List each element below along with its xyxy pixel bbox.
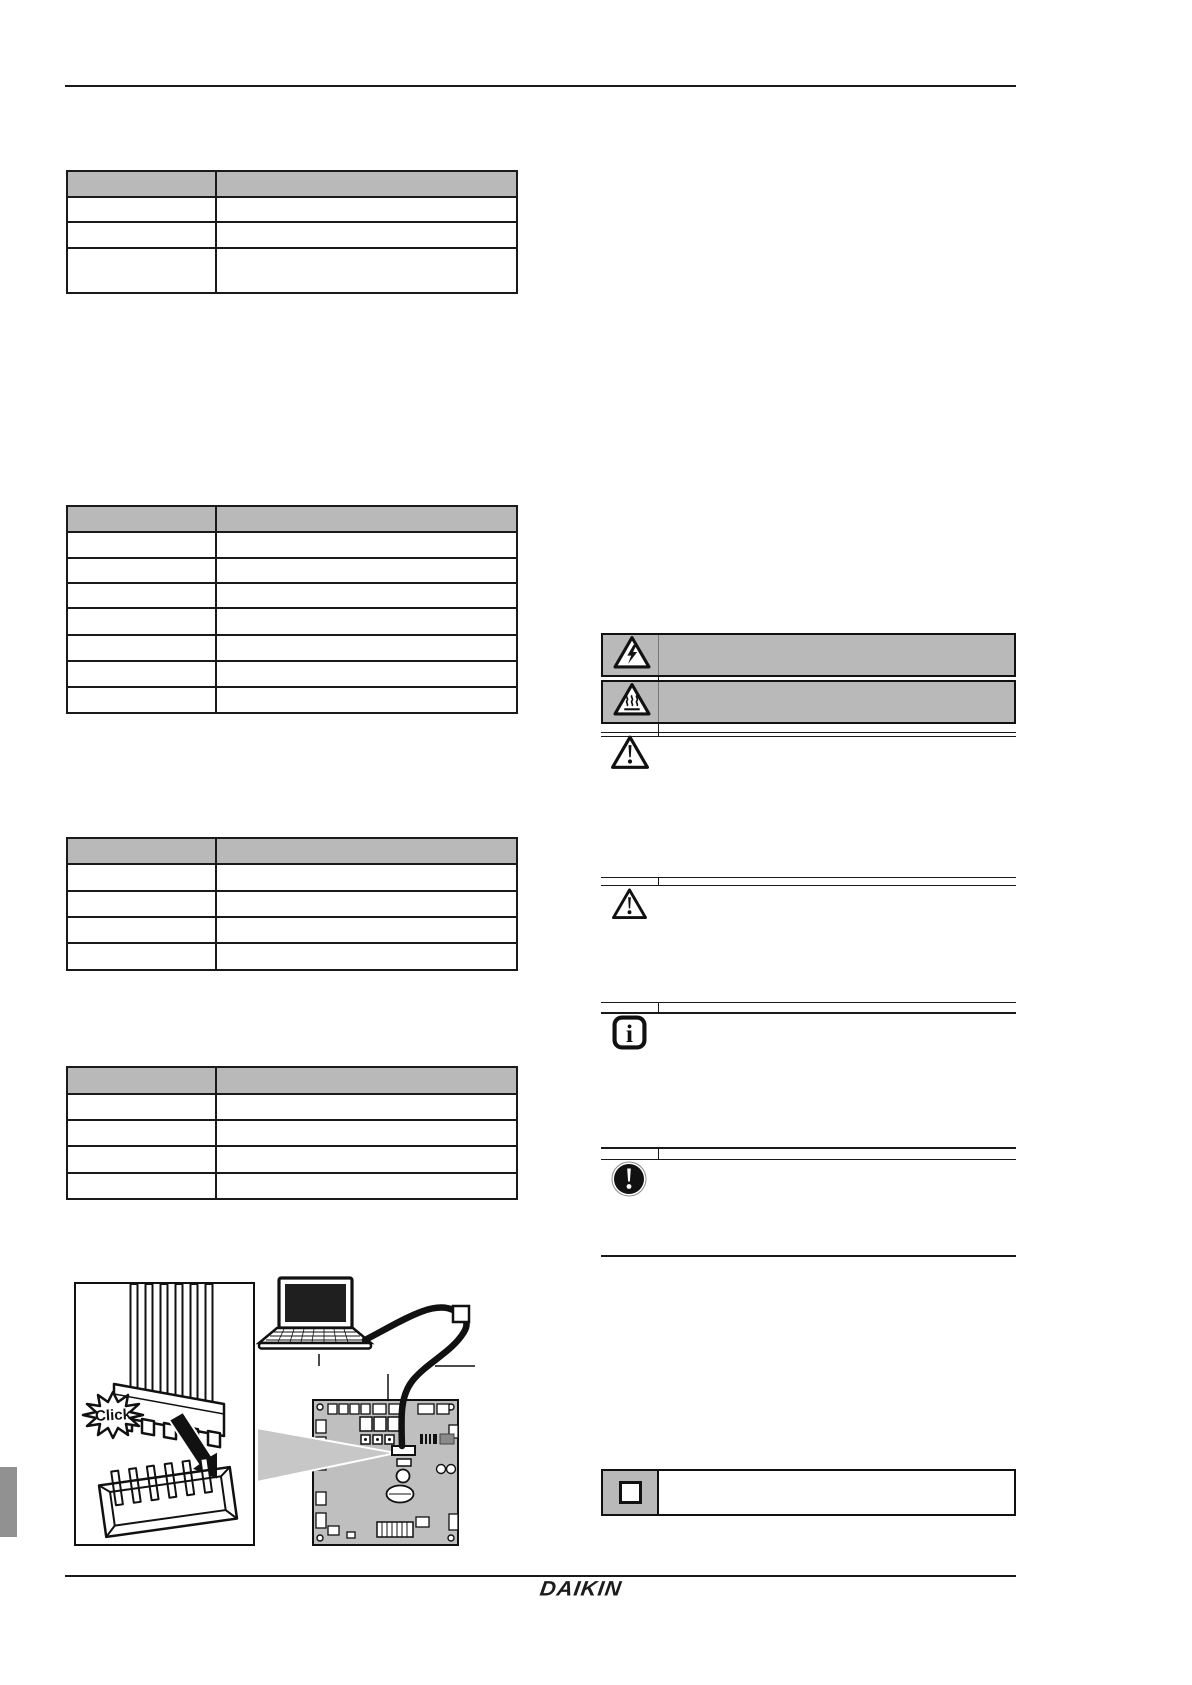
information-icon xyxy=(612,1015,647,1055)
table-cell xyxy=(67,635,216,661)
table-cell xyxy=(67,222,216,248)
spec-table-4 xyxy=(66,1066,518,1200)
rule-tick xyxy=(658,1002,660,1014)
electric-hazard-icon xyxy=(613,636,651,675)
table-cell xyxy=(67,248,216,293)
box-rule xyxy=(601,885,1016,887)
table-cell xyxy=(216,1146,517,1173)
warning-triangle-icon xyxy=(611,735,649,775)
table-cell xyxy=(216,583,517,608)
table-cell xyxy=(67,558,216,583)
table-cell xyxy=(67,917,216,943)
table-row xyxy=(67,864,517,891)
danger-electrocution-banner xyxy=(601,633,1016,677)
spec-table-1 xyxy=(66,170,518,294)
table-cell xyxy=(216,1120,517,1146)
box-rule xyxy=(601,1159,1016,1161)
legend-checkbox-row xyxy=(601,1469,1016,1516)
spec-table-2 xyxy=(66,505,518,714)
table-cell xyxy=(67,943,216,970)
box-rule xyxy=(601,1012,1016,1014)
table-cell xyxy=(216,248,517,293)
hot-surface-icon xyxy=(613,683,651,722)
table-header-cell xyxy=(67,171,216,197)
connector-click-figure xyxy=(74,1282,255,1546)
daikin-logo: DAIKIN xyxy=(538,1576,624,1601)
table-cell xyxy=(67,583,216,608)
pc-connection-figure xyxy=(250,1270,475,1560)
table-cell xyxy=(216,1173,517,1199)
table-row xyxy=(67,222,517,248)
table-header-cell xyxy=(67,506,216,532)
table-cell xyxy=(216,558,517,583)
table-cell xyxy=(67,864,216,891)
danger-burning-banner xyxy=(601,680,1016,724)
table-cell xyxy=(67,1120,216,1146)
banner-divider xyxy=(658,635,659,675)
box-rule xyxy=(601,877,1016,879)
pcb-board xyxy=(313,1400,458,1545)
table-row xyxy=(67,1094,517,1120)
box-rule xyxy=(601,1147,1016,1149)
page-edge-tab xyxy=(0,1467,17,1537)
legend-text-cell xyxy=(659,1471,1014,1514)
legend-icon-cell xyxy=(603,1471,659,1514)
table-row xyxy=(67,687,517,713)
table-row xyxy=(67,608,517,635)
table-header-cell xyxy=(216,838,517,864)
table-row xyxy=(67,532,517,558)
table-cell xyxy=(216,943,517,970)
table-cell xyxy=(216,661,517,687)
table-cell xyxy=(216,917,517,943)
table-row xyxy=(67,635,517,661)
table-row xyxy=(67,1146,517,1173)
table-cell xyxy=(216,197,517,222)
table-cell xyxy=(67,532,216,558)
table-cell xyxy=(67,661,216,687)
table-cell xyxy=(216,635,517,661)
table-cell xyxy=(67,197,216,222)
box-rule xyxy=(601,732,1016,734)
table-cell xyxy=(67,1146,216,1173)
box-rule xyxy=(601,1002,1016,1004)
banner-divider xyxy=(658,682,659,722)
table-row xyxy=(67,248,517,293)
box-rule xyxy=(601,1255,1016,1257)
checkbox-icon xyxy=(619,1481,642,1504)
table-cell xyxy=(216,864,517,891)
table-cell xyxy=(216,891,517,917)
footer-rule xyxy=(65,1575,1016,1577)
spec-table-3 xyxy=(66,837,518,971)
table-cell xyxy=(216,1094,517,1120)
notice-icon xyxy=(611,1161,647,1202)
table-cell xyxy=(67,687,216,713)
rule-tick xyxy=(658,1147,660,1160)
table-cell xyxy=(216,532,517,558)
table-row xyxy=(67,558,517,583)
table-cell xyxy=(67,1173,216,1199)
table-row xyxy=(67,1173,517,1199)
caution-triangle-icon xyxy=(612,888,647,925)
header-rule xyxy=(65,85,1016,87)
table-cell xyxy=(216,608,517,635)
svg-text:i: i xyxy=(625,1018,634,1048)
table-header-cell xyxy=(67,838,216,864)
table-header-cell xyxy=(216,171,517,197)
table-row xyxy=(67,1120,517,1146)
table-cell xyxy=(67,891,216,917)
table-row xyxy=(67,661,517,687)
table-header-cell xyxy=(216,1067,517,1094)
table-row xyxy=(67,943,517,970)
box-rule xyxy=(601,736,1016,738)
table-cell xyxy=(67,608,216,635)
laptop xyxy=(259,1278,371,1349)
table-row xyxy=(67,197,517,222)
wire-bundle xyxy=(131,1284,213,1402)
rule-tick xyxy=(658,723,660,737)
rule-tick xyxy=(658,877,660,886)
table-cell xyxy=(216,222,517,248)
table-cell xyxy=(216,687,517,713)
rule-tick xyxy=(658,677,660,681)
click-label: Click xyxy=(94,1406,132,1425)
cable-connector-square xyxy=(453,1306,469,1322)
table-row xyxy=(67,891,517,917)
table-cell xyxy=(67,1094,216,1120)
table-row xyxy=(67,917,517,943)
table-row xyxy=(67,583,517,608)
table-header-cell xyxy=(216,506,517,532)
table-header-cell xyxy=(67,1067,216,1094)
